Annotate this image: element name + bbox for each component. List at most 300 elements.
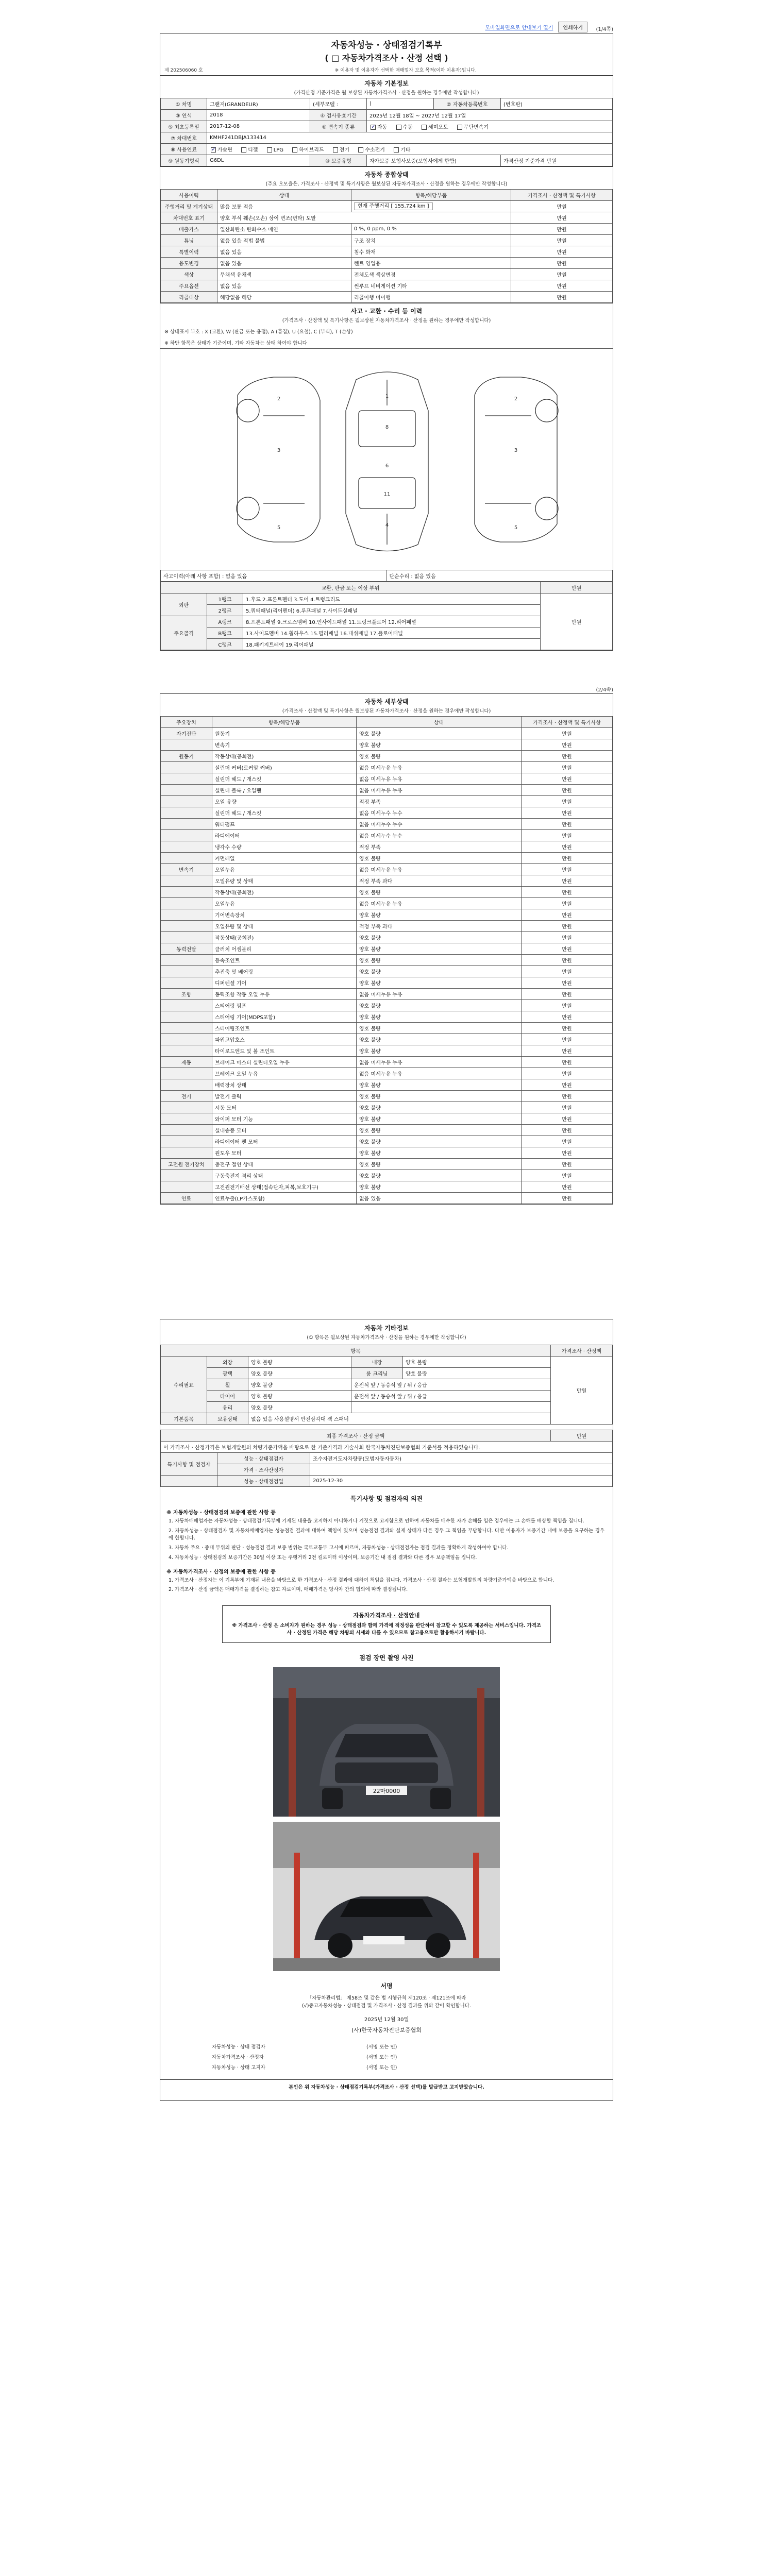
table-row: ⑨ 원동기형식 G6DL ⑩ 보증유형 자가보증 보험사보증(보험사에게 한함) 가격산정 기준가격 만원 — [161, 155, 613, 166]
table-row — [161, 1147, 613, 1159]
record-sheet-page2 — [160, 693, 613, 1205]
device-item: 타이로드엔드 및 볼 조인트 — [212, 1045, 357, 1057]
device-item: 작동상태(공회전) — [212, 887, 357, 898]
device-state: 없음 있음 — [357, 1193, 522, 1204]
device-group — [161, 921, 212, 932]
table-row — [161, 841, 613, 853]
table-row — [161, 830, 613, 841]
device-item: 실린더 헤드 / 개스킷 — [212, 807, 357, 819]
table-row — [161, 1102, 613, 1113]
signature-organization: (사)한국자동차진단보증협회 — [351, 2026, 422, 2033]
device-price: 만원 — [522, 1125, 613, 1136]
checkbox-auto[interactable] — [371, 125, 376, 130]
device-price: 만원 — [522, 1170, 613, 1181]
device-price: 만원 — [522, 807, 613, 819]
device-item: 동력조향 작동 오일 누유 — [212, 989, 357, 1000]
table-row — [161, 1023, 613, 1034]
device-group — [161, 932, 212, 943]
device-group: 변속기 — [161, 864, 212, 875]
device-item: 파워고압호스 — [212, 1034, 357, 1045]
table-row — [161, 853, 613, 864]
accident-summary-table: 사고이력(아래 사항 포함) : 없음 있음 단순수리 : 없음 있음 — [160, 570, 613, 582]
accident-legend: ※ 상태표시 부호 : X (교환), W (판금 또는 용접), A (흠집), U (요철), C (부식), T (손상) — [164, 329, 353, 335]
table-row — [161, 1159, 613, 1170]
overall-status-note: (주요 오모율은, 가격조사 · 산정액 및 특기사항은 월보상된 자동차가격조사 · 산정을 원하는 경우에만 작성합니다) — [265, 181, 508, 187]
checkbox-gasoline[interactable] — [211, 147, 216, 152]
device-price: 만원 — [522, 853, 613, 864]
table-row — [161, 977, 613, 989]
inspection-photo-front — [273, 1667, 500, 1817]
table-row: ③ 연식 2018 ④ 검사유효기간 2025년 12월 18일 ~ 2027년 12월 17일 — [161, 110, 613, 121]
table-row: 외판 1랭크 1.후드 2.프론트펜더 3.도어 4.트렁크리드 만원 — [161, 594, 613, 605]
device-item: 배력장치 상태 — [212, 1079, 357, 1091]
device-group — [161, 841, 212, 853]
device-price: 만원 — [522, 739, 613, 751]
device-state: 없음 미세누유 누유 — [357, 1057, 522, 1068]
page-1 — [155, 21, 618, 659]
other-info-note: (① 항목은 월보상된 자동차가격조사 · 산정을 원하는 경우에만 작성합니다) — [307, 1335, 466, 1341]
doc-number: 제 202506060 호 — [164, 68, 203, 73]
table-row — [161, 728, 613, 739]
other-info-table: 항목 가격조사 · 산정액 수리필요 외장 양호 불량 내장 양호 불량 만원 광택 양호 불량 룸 크리닝 양호 불량 휠 양호 불량 운전석 앞 / 동승석 앞 / 뒤 / 응급 타이어 양호 불량 운전석 앞 / 동승석 앞 / 뒤 / 응급 유리 양호 불량 기본품목 보유상태 없음 있음 사용설명서 안전삼각대 잭 스패너 — [160, 1345, 613, 1425]
checkbox-diesel[interactable] — [241, 147, 246, 152]
notes-paragraph: 4. 자동차성능 · 상태점검의 보증기간은 30일 이상 또는 주행거리 2천 킬로미터 이상이며, 보증기간 내 점검 결과와 다른 경우 보증책임을 집니다. — [169, 1554, 477, 1561]
device-group — [161, 1102, 212, 1113]
table-row — [161, 1193, 613, 1204]
device-price: 만원 — [522, 943, 613, 955]
table-row: 주요골격 A랭크 8.프론트패널 9.크로스멤버 10.인사이드패널 11.트렁크플로어 12.리어패널 — [161, 616, 613, 628]
device-group — [161, 875, 212, 887]
table-row: 가격 · 조사산정자 — [161, 1464, 613, 1476]
device-state: 양호 불량 — [357, 932, 522, 943]
table-row: 차대번호 표기 양호 부식 훼손(오손) 상이 변조(변타) 도말 만원 — [161, 212, 613, 224]
notes-paragraph: 3. 자동차 주요 · 중대 부위의 판단 · 성능점검 결과 보증 범위는 국토교통부 고시에 따르며, 자동차성능 · 상태점검자는 점검 결과를 정확하게 작성하여야 합니다. — [169, 1545, 509, 1551]
detail-status-heading: 자동차 세부상태 — [364, 698, 409, 705]
device-item: 워터펌프 — [212, 819, 357, 830]
device-state: 양호 불량 — [357, 1170, 522, 1181]
device-item: 기어변속장치 — [212, 909, 357, 921]
device-state: 양호 불량 — [357, 1147, 522, 1159]
notes-paragraph: 1. 가격조사 · 산정자는 이 기록부에 기재된 내용을 바탕으로 한 가격조사 · 산정 결과에 대하여 책임을 집니다. 가격조사 · 산정 결과는 보험개발원의 차량기준가액을 바탕으로 합니다. — [169, 1577, 554, 1583]
table-row: 주행거리 및 계기상태 많음 보통 적음 현재 주행거리 [ 155,724 km ] 만원 — [161, 201, 613, 212]
device-group — [161, 1125, 212, 1136]
table-row — [161, 1000, 613, 1011]
table-row — [161, 1057, 613, 1068]
car-outline-svg — [160, 349, 613, 570]
table-row — [161, 773, 613, 785]
table-row: C랭크 18.패키지트레이 19.리어패널 — [161, 639, 613, 650]
signature-title: 서명 — [380, 1982, 393, 1990]
device-state: 양호 불량 — [357, 853, 522, 864]
final-price-table: 최종 가격조사 · 산정 금액 만원 이 가격조사 · 산정가격은 보험개발원의 차량기준가액을 바탕으로 한 기준가격과 기술사회 한국자동차진단보증협회 기준서를 적용하였습니다. 특기사항 및 점검자 성능 · 상태점검자 조수자전거도자차량통(모범자동자동차) 가격 · 조사산정자 성능 · 상태점검일 2025-12-30 — [160, 1430, 613, 1487]
device-item: 변속기 — [212, 739, 357, 751]
device-group — [161, 977, 212, 989]
device-item: 스티어링조인트 — [212, 1023, 357, 1034]
device-price: 만원 — [522, 830, 613, 841]
table-row: ⑤ 최초등록일 2017-12-08 ⑥ 변속기 종류 ✓ 자동 수동 세미오토 무단변속기 — [161, 121, 613, 132]
checkbox-cvt[interactable] — [457, 125, 462, 130]
table-row — [161, 1113, 613, 1125]
detail-status-table: 주요장치 항목/해당부품 상태 가격조사 · 산정액 및 특기사항 자기진단 원동기 양호 불량 만원 변속기 양호 불량 만원 원동기 작동상태(공회전) 양호 불량 만원 실린더 커버(로커암 커버) 없음 미세누유 누유 만원 실린더 헤드 / 개스킷 없음 미세누유 누유 만원 실린더 블록 / 오일팬 없음 미세누유 누유 만원 오일 유량 적정 부족 만원 실린더 헤드 / 개스킷 없음 미세누수 누수 만원 워터펌프 없음 미세누수 누수 만원 라디에이터 없음 미세누수 누수 만원 냉각수 수량 적정 부족 만원 커먼레일 양호 불량 만원 변속기 오일누유 없음 미세누유 누유 만원 오일유량 및 상태 적정 부족 과다 만원 작동상태(공회전) 양호 불량 만원 오일누유 없음 미세누유 누유 만원 기어변속장치 양호 불량 만원 오일유량 및 상태 적정 부족 과다 만원 작동상태(공회전) 양호 불량 만원 동력전달 클러치 어셈블리 양호 불량 만원 등속조인트 양호 불량 만원 추진축 및 베어링 양호 불량 만원 디퍼렌셜 기어 양호 불량 만원 조향 동력조향 작동 오일 누유 없음 미세누유 누유 만원 스티어링 펌프 양호 불량 만원 스티어링 기어(MDPS포함) 양호 불량 만원 스티어링조인트 양호 불량 만원 파워고압호스 양호 불량 만원 타이로드엔드 및 볼 조인트 양호 불량 만원 제동 브레이크 마스터 실린더오일 누유 없음 미세누유 누유 만원 브레이크 오일 누유 없음 미세누유 누유 만원 배력장치 상태 양호 불량 만원 전기 발전기 출력 양호 불량 만원 시동 모터 양호 불량 만원 와이퍼 모터 기능 양호 불량 만원 실내송풍 모터 양호 불량 만원 라디에이터 팬 모터 양호 불량 만원 윈도우 모터 양호 불량 만원 고전원 전기장치 충전구 절연 상태 양호 불량 만원 구동축전지 격리 상태 양호 불량 만원 고전원전기배선 상태(접속단자,피복,보호기구) 양호 불량 만원 연료 연료누출(LP가스포함) 없음 있음 만원 — [160, 716, 613, 1204]
device-group: 조향 — [161, 989, 212, 1000]
table-row: ① 차명 그랜저(GRANDEUR) (세부모델 : ) ② 자동차등록번호 (번호판) — [161, 98, 613, 110]
table-row: ⑧ 사용연료 ✓ 가솔린 디젤 LPG 하이브리드 전기 수소전기 기타 — [161, 144, 613, 155]
signature-text: 「자동차관리법」 제58조 및 같은 법 시행규칙 제120조 · 제121조에 따라 (√)중고자동차성능 · 상태점검 및 가격조사 · 산정 결과를 위와 같이 확인합니다. — [301, 1995, 472, 2009]
device-item: 브레이크 오일 누유 — [212, 1068, 357, 1079]
device-item: 작동상태(공회전) — [212, 751, 357, 762]
device-item: 구동축전지 격리 상태 — [212, 1170, 357, 1181]
device-state: 양호 불량 — [357, 909, 522, 921]
device-state: 양호 불량 — [357, 1125, 522, 1136]
device-group — [161, 1170, 212, 1181]
device-state: 양호 불량 — [357, 1136, 522, 1147]
notes-paragraph: 2. 가격조사 · 산정 금액은 매매가격을 결정하는 참고 자료이며, 매매가격은 당사자 간의 협의에 따라 결정됩니다. — [169, 1587, 408, 1593]
checkbox-electric[interactable] — [333, 147, 338, 152]
device-state: 없음 미세누유 누유 — [357, 785, 522, 796]
car-damage-diagram — [160, 348, 613, 570]
footer-note: 본인은 위 자동차성능 · 상태점검기록부(가격조사 · 산정 선택)를 발급받고 고지받았습니다. — [160, 2079, 613, 2090]
device-group — [161, 1079, 212, 1091]
device-group — [161, 1000, 212, 1011]
table-row — [161, 932, 613, 943]
page-2 — [155, 685, 618, 1288]
device-group — [161, 1034, 212, 1045]
device-item: 작동상태(공회전) — [212, 932, 357, 943]
device-price: 만원 — [522, 751, 613, 762]
table-row — [161, 1181, 613, 1193]
device-group — [161, 739, 212, 751]
device-item: 추진축 및 베어링 — [212, 966, 357, 977]
device-item: 디퍼렌셜 기어 — [212, 977, 357, 989]
table-row: 주요옵션 없음 있음 썬루프 네비게이션 기타 만원 — [161, 280, 613, 292]
mobile-view-link[interactable]: 모바일화면으로 안내보기 열기 — [485, 25, 553, 31]
device-state: 적정 부족 — [357, 841, 522, 853]
signature-field[interactable]: (서명 또는 인) — [366, 2064, 397, 2071]
car-side-photo — [273, 1822, 500, 1971]
device-state: 양호 불량 — [357, 751, 522, 762]
device-price: 만원 — [522, 1011, 613, 1023]
device-price: 만원 — [522, 1091, 613, 1102]
device-price: 만원 — [522, 1079, 613, 1091]
price-notice-text: ※ 가격조사 · 산정 은 소비자가 원하는 경우 성능 · 상태점검과 함께 가격에 적정성을 판단하여 참고할 수 있도록 제공하는 서비스입니다. 가격조사 · 산정된 가격은 해당 차량의 시세와 다를 수 있으므로 참고용으로만 활용하시기 바랍니다. — [231, 1623, 542, 1636]
device-price: 만원 — [522, 1045, 613, 1057]
device-group — [161, 955, 212, 966]
device-group: 연료 — [161, 1193, 212, 1204]
device-price: 만원 — [522, 875, 613, 887]
frame-parts-table: 교환, 판금 또는 이상 부위 만원 외판 1랭크 1.후드 2.프론트펜더 3.도어 4.트렁크리드 만원 2랭크 5.쿼터패널(리어펜더) 6.루프패널 7.사이드실패널 주요골격 A랭크 8.프론트패널 9.크로스멤버 10.인사이드패널 11.트렁크플로어 12.리어패널 B랭크 13.사이드멤버 14.휠하우스 15.필러패널 16.대쉬패널 17.플로어패널 C랭크 18.패키지트레이 19.리어패널 — [160, 582, 613, 650]
device-item: 브레이크 마스터 실린더오일 누유 — [212, 1057, 357, 1068]
signature-field[interactable]: (서명 또는 인) — [366, 2044, 397, 2050]
table-row: 특기사항 및 점검자 성능 · 상태점검자 조수자전거도자차량통(모범자동자동차) — [161, 1453, 613, 1464]
accident-history-heading: 사고 · 교환 · 수리 등 이력 — [160, 303, 613, 316]
device-price: 만원 — [522, 1113, 613, 1125]
device-item: 라디에이터 — [212, 830, 357, 841]
signature-row: 자동차성능 · 상태 점검자 (서명 또는 인) — [160, 2041, 613, 2052]
table-row: 성능 · 상태점검일 2025-12-30 — [161, 1476, 613, 1487]
device-item: 실린더 커버(로커암 커버) — [212, 762, 357, 773]
device-price: 만원 — [522, 1159, 613, 1170]
device-state: 양호 불량 — [357, 1034, 522, 1045]
device-state: 양호 불량 — [357, 1113, 522, 1125]
device-state: 없음 미세누수 누수 — [357, 819, 522, 830]
table-row: 유리 양호 불량 — [161, 1402, 613, 1413]
checkbox-lpg[interactable] — [267, 147, 272, 152]
table-row — [161, 762, 613, 773]
device-item: 오일 유량 — [212, 796, 357, 807]
table-row — [161, 751, 613, 762]
device-group — [161, 819, 212, 830]
device-state: 양호 불량 — [357, 1023, 522, 1034]
odometer-field[interactable]: 현재 주행거리 [ 155,724 km ] — [354, 202, 433, 210]
record-sheet-page3 — [160, 1319, 613, 2101]
table-row — [161, 819, 613, 830]
device-price: 만원 — [522, 819, 613, 830]
signature-row: 자동차성능 · 상태 고지자 (서명 또는 인) — [160, 2062, 613, 2072]
device-item: 냉각수 수량 — [212, 841, 357, 853]
accident-history-note: (가격조사 · 산정액 및 특기사항은 월보상된 자동차가격조사 · 산정을 원하는 경우에만 작성합니다) — [282, 318, 491, 324]
device-state: 없음 미세누유 누유 — [357, 989, 522, 1000]
svg-text:2: 2 — [514, 396, 518, 402]
table-row: 튜닝 없음 있음 적법 불법 구조 장치 만원 — [161, 235, 613, 246]
device-state: 양호 불량 — [357, 728, 522, 739]
device-state: 양호 불량 — [357, 977, 522, 989]
device-group — [161, 853, 212, 864]
device-state: 양호 불량 — [357, 1102, 522, 1113]
checkbox-semiauto[interactable] — [422, 125, 427, 130]
device-group — [161, 830, 212, 841]
notes-paragraph: 2. 자동차성능 · 상태점검자 및 자동차매매업자는 성능점검 결과에 대하여 책임이 있으며 성능점검 결과와 실제 상태가 다른 경우 그 책임을 부담합니다. 다만 이용자가 보증기간 내에 보증을 요구하는 경우에 한합니다. — [169, 1528, 604, 1541]
device-group — [161, 796, 212, 807]
device-item: 스티어링 펌프 — [212, 1000, 357, 1011]
table-row: 특별이력 없음 있음 침수 화재 만원 — [161, 246, 613, 258]
device-item: 라디에이터 팬 모터 — [212, 1136, 357, 1147]
table-row — [161, 898, 613, 909]
notes-title: 특기사항 및 점검자의 의견 — [350, 1495, 423, 1502]
device-item: 윈도우 모터 — [212, 1147, 357, 1159]
device-state: 적정 부족 과다 — [357, 875, 522, 887]
table-row: 타이어 양호 불량 운전석 앞 / 동승석 앞 / 뒤 / 응급 — [161, 1391, 613, 1402]
svg-text:8: 8 — [385, 425, 389, 430]
device-state: 없음 미세누유 누유 — [357, 762, 522, 773]
device-price: 만원 — [522, 955, 613, 966]
notes-heading-1: ※ 자동차성능 · 상태점검의 보증에 관한 사항 등 — [166, 1510, 276, 1516]
table-row — [161, 1011, 613, 1023]
device-item: 실린더 블록 / 오일팬 — [212, 785, 357, 796]
device-price: 만원 — [522, 909, 613, 921]
device-price: 만원 — [522, 785, 613, 796]
device-item: 연료누출(LP가스포함) — [212, 1193, 357, 1204]
price-notice-box — [222, 1605, 551, 1643]
table-row: 휠 양호 불량 운전석 앞 / 동승석 앞 / 뒤 / 응급 — [161, 1379, 613, 1391]
device-group — [161, 1147, 212, 1159]
device-price: 만원 — [522, 921, 613, 932]
device-group — [161, 966, 212, 977]
print-button[interactable]: 인쇄하기 — [558, 22, 587, 32]
document-title: 자동차성능 · 상태점검기록부 — [331, 40, 442, 50]
checkbox-manual[interactable] — [396, 125, 401, 130]
device-price: 만원 — [522, 887, 613, 898]
signature-date: 2025년 12월 30일 — [364, 2016, 409, 2023]
table-row — [161, 864, 613, 875]
device-group — [161, 807, 212, 819]
svg-text:3: 3 — [514, 448, 518, 453]
device-price: 만원 — [522, 864, 613, 875]
table-row — [161, 875, 613, 887]
device-price: 만원 — [522, 1181, 613, 1193]
table-row — [161, 1079, 613, 1091]
device-state: 없음 미세누수 누수 — [357, 830, 522, 841]
device-item: 와이퍼 모터 기능 — [212, 1113, 357, 1125]
table-row — [161, 739, 613, 751]
device-state: 없음 미세누유 누유 — [357, 1068, 522, 1079]
table-row — [161, 966, 613, 977]
svg-text:5: 5 — [277, 525, 281, 531]
document-subtitle: ( □ 자동차가격조사 · 산정 선택 ) — [325, 53, 448, 63]
notes-paragraph: 1. 자동차매매업자는 자동차성능 · 상태점검기록부에 기재된 내용을 고지하지 아니하거나 거짓으로 고지함으로 인하여 자동차를 매수한 자가 손해를 입은 경우에는 그 손해를 배상할 책임을 집니다. — [169, 1518, 584, 1524]
basic-info-note: (가격산정 기준가격은 월 보상된 자동차가격조사 · 산정을 원하는 경우에만 작성합니다) — [294, 90, 479, 96]
device-state: 없음 미세누유 누유 — [357, 898, 522, 909]
table-row — [161, 921, 613, 932]
car-front-photo — [273, 1667, 500, 1817]
overall-status-table: 사용이력 상태 항목/해당부품 가격조사 · 산정액 및 특기사항 주행거리 및 계기상태 많음 보통 적음 현재 주행거리 [ 155,724 km ] 만원 차대번호 표기 양호 부식 훼손(오손) 상이 변조(변타) 도말 만원 배출가스 일산화탄소 탄화수소 매연 0 %, 0 ppm, 0 % 만원 튜닝 없음 있음 적법 불법 구조 장치 만원 특별이력 없음 있음 침수 화재 만원 용도변경 없음 있음 렌트 영업용 만원 색상 무채색 유채색 전체도색 색상변경 만원 주요옵션 없음 있음 썬루프 네비게이션 기타 만원 리콜대상 해당없음 해당 리콜이행 미이행 만원 — [160, 189, 613, 303]
device-item: 커먼레일 — [212, 853, 357, 864]
table-row — [161, 989, 613, 1000]
checkbox-hybrid[interactable] — [292, 147, 297, 152]
page-number: (1/4쪽) — [596, 27, 613, 32]
svg-text:5: 5 — [514, 525, 518, 531]
table-row — [161, 785, 613, 796]
device-state: 양호 불량 — [357, 966, 522, 977]
device-group: 제동 — [161, 1057, 212, 1068]
device-group — [161, 762, 212, 773]
basic-info-heading: 자동차 기본정보 — [160, 75, 613, 89]
device-price: 만원 — [522, 1136, 613, 1147]
device-group: 동력전달 — [161, 943, 212, 955]
doc-note: ※ 이용자 및 이용자가 선택한 매매업자 보호 목적(이하 이용자)입니다. — [334, 68, 477, 73]
device-price: 만원 — [522, 1102, 613, 1113]
svg-text:6: 6 — [385, 463, 389, 469]
table-row — [161, 1136, 613, 1147]
device-price: 만원 — [522, 989, 613, 1000]
device-price: 만원 — [522, 1068, 613, 1079]
device-price: 만원 — [522, 932, 613, 943]
table-row: 용도변경 없음 있음 렌트 영업용 만원 — [161, 258, 613, 269]
device-state: 적정 부족 과다 — [357, 921, 522, 932]
table-row — [161, 1034, 613, 1045]
table-row — [161, 955, 613, 966]
table-row: 광택 양호 불량 룸 크리닝 양호 불량 — [161, 1368, 613, 1379]
device-group — [161, 909, 212, 921]
device-item: 실내송풍 모터 — [212, 1125, 357, 1136]
overall-status-heading: 자동차 종합상태 — [160, 166, 613, 180]
device-group — [161, 1011, 212, 1023]
detail-status-note: (가격조사 · 산정액 및 특기사항은 월보상된 자동차가격조사 · 산정을 원하는 경우에만 작성합니다) — [282, 708, 491, 714]
device-price: 만원 — [522, 966, 613, 977]
svg-text:1: 1 — [385, 394, 389, 399]
accident-legend-2: ※ 하단 항목은 상태가 기준이며, 기타 자동차는 상태 하여야 합니다 — [164, 341, 307, 346]
device-item: 스티어링 기어(MDPS포함) — [212, 1011, 357, 1023]
table-row: 수리필요 외장 양호 불량 내장 양호 불량 만원 — [161, 1357, 613, 1368]
device-group — [161, 773, 212, 785]
device-group: 고전원 전기장치 — [161, 1159, 212, 1170]
device-group — [161, 1181, 212, 1193]
table-row — [161, 1091, 613, 1102]
table-row: 기본품목 보유상태 없음 있음 사용설명서 안전삼각대 잭 스패너 — [161, 1413, 613, 1425]
device-group: 원동기 — [161, 751, 212, 762]
device-item: 오일누유 — [212, 864, 357, 875]
basic-info-table — [160, 98, 613, 166]
checkbox-etc[interactable] — [394, 147, 399, 152]
table-row: 배출가스 일산화탄소 탄화수소 매연 0 %, 0 ppm, 0 % 만원 — [161, 224, 613, 235]
device-state: 양호 불량 — [357, 887, 522, 898]
device-state: 없음 미세누유 누유 — [357, 773, 522, 785]
device-price: 만원 — [522, 796, 613, 807]
device-group: 자기진단 — [161, 728, 212, 739]
table-row — [161, 943, 613, 955]
device-state: 양호 불량 — [357, 739, 522, 751]
device-item: 고전원전기배선 상태(접속단자,피복,보호기구) — [212, 1181, 357, 1193]
device-price: 만원 — [522, 1023, 613, 1034]
device-state: 없음 미세누유 누유 — [357, 864, 522, 875]
device-item: 클러치 어셈블리 — [212, 943, 357, 955]
page-3 — [155, 1319, 618, 2566]
top-toolbar — [155, 21, 618, 33]
device-item: 등속조인트 — [212, 955, 357, 966]
device-state: 양호 불량 — [357, 955, 522, 966]
notes-heading-2: ※ 자동차가격조사 · 산정의 보증에 관한 사항 등 — [166, 1569, 276, 1575]
other-info-heading: 자동차 기타정보 — [364, 1325, 409, 1332]
device-item: 오일유량 및 상태 — [212, 875, 357, 887]
table-row — [161, 887, 613, 898]
device-price: 만원 — [522, 773, 613, 785]
table-row: 리콜대상 해당없음 해당 리콜이행 미이행 만원 — [161, 292, 613, 303]
device-item: 오일유량 및 상태 — [212, 921, 357, 932]
device-item: 충전구 절연 상태 — [212, 1159, 357, 1170]
device-price: 만원 — [522, 898, 613, 909]
device-group — [161, 1068, 212, 1079]
device-price: 만원 — [522, 977, 613, 989]
device-item: 시동 모터 — [212, 1102, 357, 1113]
device-state: 양호 불량 — [357, 943, 522, 955]
device-price: 만원 — [522, 728, 613, 739]
device-state: 없음 미세누수 누수 — [357, 807, 522, 819]
table-row: 색상 무채색 유채색 전체도색 색상변경 만원 — [161, 269, 613, 280]
device-group: 전기 — [161, 1091, 212, 1102]
table-row — [161, 1068, 613, 1079]
table-row: ⑦ 차대번호 KMHF241DBJA133414 — [161, 132, 613, 144]
device-item: 오일누유 — [212, 898, 357, 909]
table-row — [161, 1125, 613, 1136]
svg-text:4: 4 — [385, 522, 389, 528]
table-row — [161, 796, 613, 807]
inspection-photo-side — [273, 1822, 500, 1971]
device-state: 양호 불량 — [357, 1091, 522, 1102]
table-row: B랭크 13.사이드멤버 14.휠하우스 15.필러패널 16.대쉬패널 17.플로어패널 — [161, 628, 613, 639]
price-notice-title: 자동차가격조사 · 산정안내 — [353, 1612, 420, 1619]
svg-text:2: 2 — [277, 396, 281, 402]
signature-row: 자동차가격조사 · 산정자 (서명 또는 인) — [160, 2052, 613, 2062]
svg-text:3: 3 — [277, 448, 281, 453]
device-price: 만원 — [522, 1147, 613, 1159]
device-group — [161, 898, 212, 909]
device-state: 양호 불량 — [357, 1181, 522, 1193]
checkbox-hydrogen[interactable] — [358, 147, 363, 152]
device-state: 양호 불량 — [357, 1159, 522, 1170]
device-price: 만원 — [522, 1034, 613, 1045]
device-group — [161, 1113, 212, 1125]
signature-field[interactable]: (서명 또는 인) — [366, 2054, 397, 2060]
device-state: 적정 부족 — [357, 796, 522, 807]
